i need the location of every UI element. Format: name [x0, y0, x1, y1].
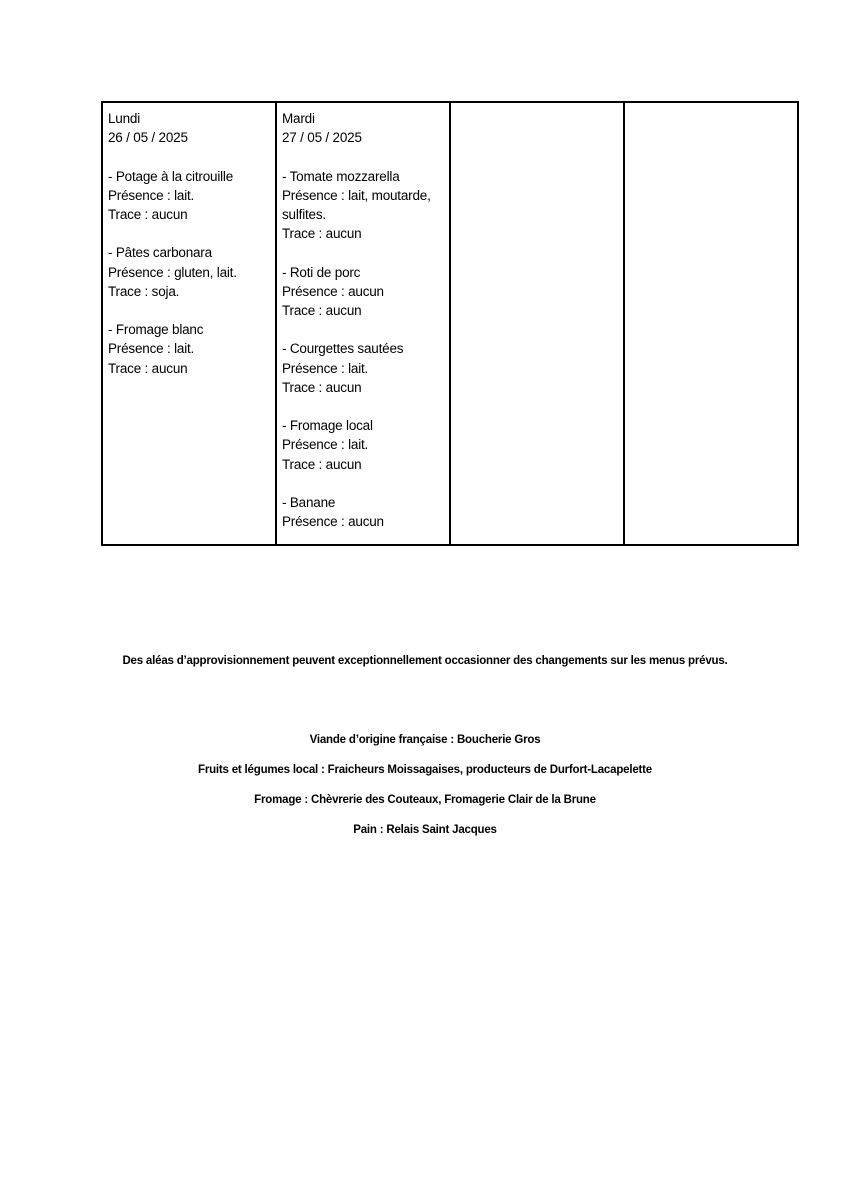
allergen-line: Présence : aucun [282, 283, 384, 299]
dish-item [108, 320, 270, 378]
day-date: 26 / 05 / 2025 [108, 130, 188, 146]
allergen-line: Présence : lait. [282, 360, 369, 376]
allergen-line: Présence : aucun [282, 514, 384, 530]
source-meat: Viande d’origine française : Boucherie Gros [309, 734, 541, 746]
weekly-menu-table [101, 101, 799, 546]
day-name: Mardi [282, 111, 315, 126]
dish-item [108, 243, 270, 301]
day-date: 27 / 05 / 2025 [282, 130, 362, 146]
dish-list [282, 167, 444, 532]
allergen-line: Trace : soja. [108, 283, 180, 299]
dish-list [108, 167, 270, 378]
allergen-line: Présence : gluten, lait. [108, 264, 237, 280]
allergen-line: Trace : aucun [282, 456, 362, 472]
day-cell-empty-4 [624, 102, 798, 545]
dish-item [282, 493, 444, 531]
supply-notice: Des aléas d’approvisionnement peuvent exceptionnellement occasionner des changements sur les menus prévus. [122, 655, 728, 667]
dish-name: - Fromage local [282, 418, 373, 434]
allergen-line: Présence : lait, moutarde, sulfites. [282, 187, 431, 222]
allergen-line: Présence : lait. [108, 187, 195, 203]
allergen-line: Trace : aucun [108, 207, 188, 222]
day-name: Lundi [108, 111, 141, 126]
dish-item [282, 416, 444, 474]
dish-name: - Tomate mozzarella [282, 168, 400, 184]
dish-item [282, 263, 444, 321]
dish-name: - Fromage blanc [108, 322, 204, 338]
dish-item [282, 167, 444, 244]
dish-item [282, 339, 444, 397]
source-produce: Fruits et légumes local : Fraicheurs Moissagaises, producteurs de Durfort-Lacapelette [198, 764, 652, 776]
allergen-line: Présence : lait. [282, 437, 369, 453]
day-cell-empty-3 [450, 102, 624, 545]
dish-name: - Courgettes sautées [282, 341, 404, 357]
source-cheese: Fromage : Chèvrerie des Couteaux, Fromagerie Clair de la Brune [254, 794, 596, 806]
source-bread: Pain : Relais Saint Jacques [353, 824, 497, 836]
dish-name: - Pâtes carbonara [108, 245, 212, 261]
allergen-line: Présence : lait. [108, 341, 195, 357]
dish-name: - Roti de porc [282, 264, 361, 280]
day-cell-monday [102, 102, 276, 545]
allergen-line: Trace : aucun [108, 360, 188, 376]
allergen-line: Trace : aucun [282, 226, 362, 242]
allergen-line: Trace : aucun [282, 303, 362, 318]
day-cell-tuesday [276, 102, 450, 545]
dish-item [108, 167, 270, 225]
menu-row [102, 102, 798, 545]
dish-name: - Potage à la citrouille [108, 168, 234, 184]
allergen-line: Trace : aucun [282, 379, 362, 395]
dish-name: - Banane [282, 494, 336, 510]
